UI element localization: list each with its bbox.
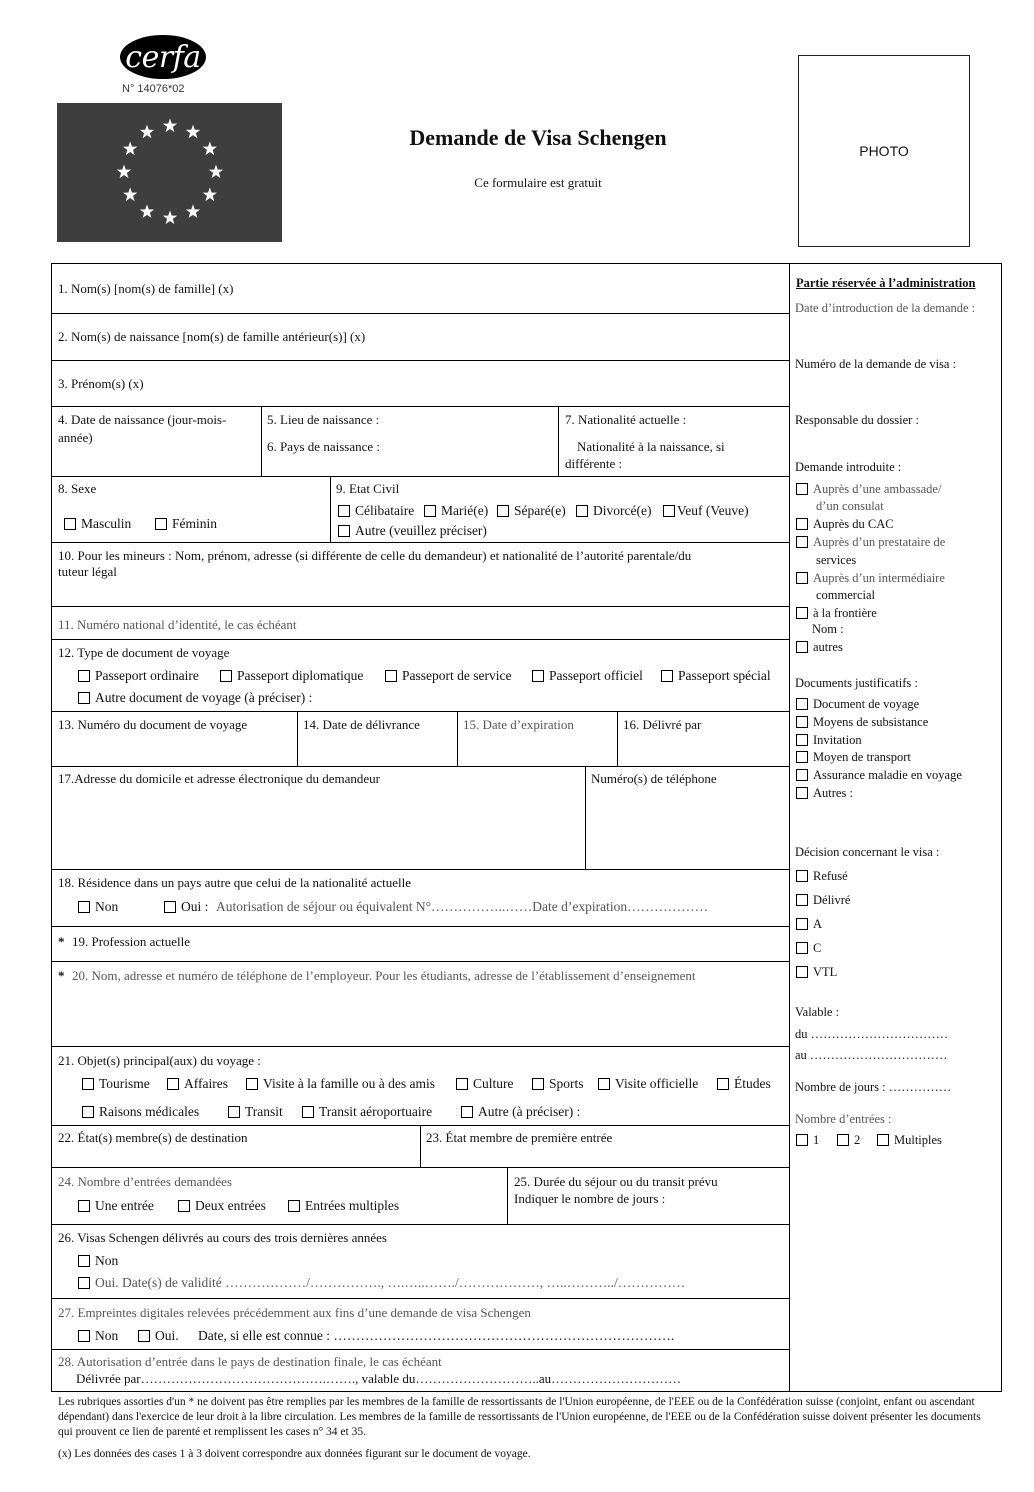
field-7-birth-label: Nationalité à la naissance, si: [577, 439, 725, 454]
row-divider: [51, 313, 789, 314]
checkbox-visite-officielle[interactable]: Visite officielle: [598, 1075, 698, 1093]
checkbox-box[interactable]: [663, 505, 675, 517]
admin-valable-au: au ……………………………: [795, 1048, 948, 1062]
form-subtitle: Ce formulaire est gratuit: [474, 175, 602, 190]
field-12-label: 12. Type de document de voyage: [58, 645, 230, 660]
checkbox-box[interactable]: [228, 1106, 240, 1118]
admin-checkbox-autres[interactable]: autres: [796, 639, 843, 655]
checkbox-box[interactable]: [796, 641, 808, 653]
field-24-label: 24. Nombre d’entrées demandées: [58, 1174, 232, 1189]
checkbox-box[interactable]: [796, 698, 808, 710]
checkbox-autre-etat-civil[interactable]: Autre (veuillez préciser): [338, 522, 487, 540]
checkbox-celibataire[interactable]: Célibataire: [338, 502, 414, 520]
field-4-label-cont: année): [58, 430, 93, 445]
checkbox-box[interactable]: [338, 505, 350, 517]
field-6-label: 6. Pays de naissance :: [267, 439, 381, 454]
field-22-label: 22. État(s) membre(s) de destination: [58, 1130, 248, 1145]
checkbox-une-entree[interactable]: Une entrée: [78, 1197, 154, 1215]
field-4-label: 4. Date de naissance (jour-mois-: [58, 412, 227, 427]
checkbox-sports[interactable]: Sports: [532, 1075, 584, 1093]
checkbox-box[interactable]: [78, 1277, 90, 1289]
admin-checkbox-doc-autres[interactable]: Autres :: [796, 785, 853, 801]
admin-nb-jours: Nombre de jours : ……………: [795, 1080, 952, 1094]
checkbox-box[interactable]: [796, 716, 808, 728]
checkbox-marie[interactable]: Marié(e): [424, 502, 488, 520]
checkbox-box[interactable]: [796, 918, 808, 930]
checkbox-box[interactable]: [796, 536, 808, 548]
row-divider: [51, 360, 789, 361]
checkbox-residence-non[interactable]: Non: [78, 898, 118, 916]
admin-checkbox-delivre[interactable]: Délivré: [796, 892, 850, 908]
footer-note: Les rubriques assorties d'un * ne doivent pas être remplies par les membres de la famille de ressortissants de l'Union européenne, de l'EEE ou de la Confédération suisse (conjoint, enfant ou ascendant dépendant) dans l'exercice de leur droit à la libre circulation. Les membres de la famille de ressortissants de l'Union européenne, de l'EEE ou de la Confédération suisse doivent présenter les documents qui prouvent ce lien de parenté et remplissent les cases n° 34 et 35.: [58, 1396, 981, 1438]
checkbox-box[interactable]: [178, 1200, 190, 1212]
checkbox-culture[interactable]: Culture: [456, 1075, 514, 1093]
checkbox-visas-oui[interactable]: Oui. Date(s) de validité ………………/……………., ….…..……./………………, …..………../……………: [78, 1274, 685, 1292]
checkbox-box[interactable]: [532, 1078, 544, 1090]
field-18-label: 18. Résidence dans un pays autre que celui de la nationalité actuelle: [58, 875, 412, 890]
field-21-label: 21. Objet(s) principal(aux) du voyage :: [58, 1053, 261, 1068]
field-15-label: 15. Date d’expiration: [463, 717, 574, 732]
checkbox-box[interactable]: [78, 1255, 90, 1267]
admin-checkbox-c[interactable]: C: [796, 940, 821, 956]
checkbox-box[interactable]: [661, 670, 673, 682]
admin-ambassade-cont: d’un consulat: [816, 499, 884, 513]
admin-checkbox-ambassade[interactable]: Auprès d’une ambassade/: [796, 481, 941, 497]
checkbox-affaires[interactable]: Affaires: [167, 1075, 228, 1093]
star-icon: [140, 204, 154, 218]
admin-checkbox-assurance[interactable]: Assurance maladie en voyage: [796, 767, 962, 783]
checkbox-empreintes-non[interactable]: Non: [78, 1327, 118, 1345]
checkbox-box[interactable]: [82, 1078, 94, 1090]
field-25-label: 25. Durée du séjour ou du transit prévu: [514, 1174, 718, 1189]
cell-divider: [457, 711, 458, 766]
admin-decision: Décision concernant le visa :: [795, 845, 940, 859]
row-divider: [51, 1046, 789, 1047]
row-divider: [51, 711, 789, 712]
checkbox-box[interactable]: [78, 901, 90, 913]
checkbox-passeport-officiel[interactable]: Passeport officiel: [532, 667, 643, 685]
checkbox-box[interactable]: [78, 670, 90, 682]
field-17-phone-label: Numéro(s) de téléphone: [591, 771, 717, 786]
checkbox-box[interactable]: [532, 670, 544, 682]
admin-checkbox-transport[interactable]: Moyen de transport: [796, 749, 911, 765]
checkbox-box[interactable]: [302, 1106, 314, 1118]
field-10-label-cont: tuteur légal: [58, 564, 117, 579]
checkbox-visite-famille[interactable]: Visite à la famille ou à des amis: [246, 1075, 435, 1093]
row-divider: [51, 926, 789, 927]
field-26-label: 26. Visas Schengen délivrés au cours des trois dernières années: [58, 1230, 387, 1245]
admin-prestataire-cont: services: [816, 553, 857, 567]
field-25-label-cont: Indiquer le nombre de jours :: [514, 1191, 666, 1206]
cell-divider: [558, 406, 559, 476]
asterisk-marker: *: [58, 968, 65, 983]
checkbox-box[interactable]: [424, 505, 436, 517]
field-8-label: 8. Sexe: [58, 481, 97, 496]
checkbox-box[interactable]: [497, 505, 509, 517]
admin-divider: [789, 263, 790, 1392]
photo-label: PHOTO: [859, 142, 909, 159]
checkbox-box[interactable]: [796, 751, 808, 763]
checkbox-autre-document[interactable]: Autre document de voyage (à préciser) :: [78, 689, 312, 707]
checkbox-box[interactable]: [837, 1134, 849, 1146]
cerfa-number: N° 14076*02: [122, 83, 185, 95]
field-10-label: 10. Pour les mineurs : Nom, prénom, adresse (si différente de celle du demandeur) et nationalité de l’autorité parentale/du: [58, 548, 692, 563]
admin-checkbox-frontiere[interactable]: à la frontière: [796, 605, 877, 621]
admin-title: Partie réservée à l’administration: [796, 276, 976, 290]
admin-checkbox-invitation[interactable]: Invitation: [796, 732, 862, 748]
cerfa-logo: cerfa: [120, 35, 206, 79]
admin-checkbox-moyens[interactable]: Moyens de subsistance: [796, 714, 928, 730]
checkbox-residence-oui[interactable]: Oui :: [164, 898, 208, 916]
star-icon: [203, 188, 217, 202]
photo-box: [798, 55, 970, 247]
admin-checkbox-refuse[interactable]: Refusé: [796, 868, 848, 884]
row-divider: [51, 869, 789, 870]
field-23-label: 23. État membre de première entrée: [426, 1130, 613, 1145]
star-icon: [186, 125, 200, 139]
checkbox-box[interactable]: [796, 483, 808, 495]
checkbox-box[interactable]: [64, 518, 76, 530]
checkbox-entrees-multiples[interactable]: Entrées multiples: [288, 1197, 399, 1215]
checkbox-passeport-diplomatique[interactable]: Passeport diplomatique: [220, 667, 363, 685]
checkbox-box[interactable]: [82, 1106, 94, 1118]
admin-checkbox-cac[interactable]: Auprès du CAC: [796, 516, 894, 532]
field-19-label: 19. Profession actuelle: [72, 934, 191, 949]
checkbox-box[interactable]: [78, 1330, 90, 1342]
checkbox-box[interactable]: [796, 518, 808, 530]
footer-note-x: (x) Les données des cases 1 à 3 doivent correspondre aux données figurant sur le document de voyage.: [58, 1448, 531, 1460]
row-divider: [51, 766, 789, 767]
admin-checkbox-a[interactable]: A: [796, 916, 822, 932]
row-divider: [51, 606, 789, 607]
star-icon: [163, 211, 177, 225]
eu-flag-icon: [57, 103, 282, 242]
admin-checkbox-intermediaire[interactable]: Auprès d’un intermédiaire: [796, 570, 945, 586]
field-18-detail: Autorisation de séjour ou équivalent N°……………..……Date d’expiration………………: [216, 899, 709, 914]
checkbox-box[interactable]: [796, 894, 808, 906]
asterisk-marker: *: [58, 934, 65, 949]
admin-valable: Valable :: [795, 1005, 840, 1019]
checkbox-feminin[interactable]: Féminin: [155, 515, 217, 533]
admin-intermediaire-cont: commercial: [816, 588, 875, 602]
checkbox-box[interactable]: [78, 1200, 90, 1212]
cell-divider: [297, 711, 298, 766]
star-icon: [209, 165, 223, 179]
field-5-label: 5. Lieu de naissance :: [267, 412, 380, 427]
checkbox-box[interactable]: [220, 670, 232, 682]
checkbox-passeport-service[interactable]: Passeport de service: [385, 667, 511, 685]
row-divider: [51, 1167, 789, 1168]
cell-divider: [420, 1125, 421, 1167]
field-27-date: Date, si elle est connue : ………………………………………………………………….: [198, 1328, 675, 1343]
admin-documents: Documents justificatifs :: [795, 676, 918, 690]
checkbox-passeport-special[interactable]: Passeport spécial: [661, 667, 771, 685]
admin-numero: Numéro de la demande de visa :: [795, 357, 957, 371]
field-16-label: 16. Délivré par: [623, 717, 702, 732]
star-icon: [203, 142, 217, 156]
row-divider: [51, 1349, 789, 1350]
checkbox-box[interactable]: [598, 1078, 610, 1090]
cell-divider: [261, 406, 262, 476]
checkbox-autre-objet[interactable]: Autre (à préciser) :: [461, 1103, 580, 1121]
checkbox-box[interactable]: [338, 525, 350, 537]
admin-responsable: Responsable du dossier :: [795, 413, 919, 427]
checkbox-box[interactable]: [461, 1106, 473, 1118]
checkbox-visas-non[interactable]: Non: [78, 1252, 118, 1270]
checkbox-box[interactable]: [155, 518, 167, 530]
checkbox-box[interactable]: [796, 769, 808, 781]
checkbox-box[interactable]: [385, 670, 397, 682]
checkbox-masculin[interactable]: Masculin: [64, 515, 131, 533]
checkbox-box[interactable]: [78, 692, 90, 704]
row-divider: [51, 406, 789, 407]
field-1-label: 1. Nom(s) [nom(s) de famille] (x): [58, 281, 234, 296]
checkbox-box[interactable]: [164, 901, 176, 913]
field-9-label: 9. Etat Civil: [336, 481, 400, 496]
row-divider: [51, 961, 789, 962]
admin-checkbox-doc-voyage[interactable]: Document de voyage: [796, 696, 919, 712]
checkbox-veuf[interactable]: Veuf (Veuve): [663, 502, 749, 520]
checkbox-transit[interactable]: Transit: [228, 1103, 283, 1121]
checkbox-box[interactable]: [288, 1200, 300, 1212]
checkbox-divorce[interactable]: Divorcé(e): [576, 502, 651, 520]
admin-nb-entrees: Nombre d’entrées :: [795, 1112, 892, 1126]
admin-date-intro: Date d’introduction de la demande :: [795, 301, 976, 315]
field-7-label: 7. Nationalité actuelle :: [565, 412, 687, 427]
row-divider: [51, 1224, 789, 1225]
admin-checkbox-entree-1[interactable]: 1: [796, 1132, 819, 1148]
admin-checkbox-prestataire[interactable]: Auprès d’un prestataire de: [796, 534, 945, 550]
star-icon: [123, 188, 137, 202]
checkbox-box[interactable]: [167, 1078, 179, 1090]
checkbox-box[interactable]: [456, 1078, 468, 1090]
row-divider: [51, 476, 789, 477]
checkbox-transit-aeroportuaire[interactable]: Transit aéroportuaire: [302, 1103, 432, 1121]
cell-divider: [617, 711, 618, 766]
form-title: Demande de Visa Schengen: [409, 125, 667, 150]
field-2-label: 2. Nom(s) de naissance [nom(s) de famille antérieur(s)] (x): [58, 329, 366, 344]
star-icon: [140, 125, 154, 139]
checkbox-separe[interactable]: Séparé(e): [497, 502, 566, 520]
checkbox-box[interactable]: [796, 870, 808, 882]
field-14-label: 14. Date de délivrance: [303, 717, 420, 732]
checkbox-box[interactable]: [877, 1134, 889, 1146]
checkbox-box[interactable]: [796, 572, 808, 584]
checkbox-passeport-ordinaire[interactable]: Passeport ordinaire: [78, 667, 199, 685]
field-11-label: 11. Numéro national d’identité, le cas échéant: [58, 617, 297, 632]
admin-checkbox-vtl[interactable]: VTL: [796, 964, 837, 980]
checkbox-box[interactable]: [576, 505, 588, 517]
row-divider: [51, 542, 789, 543]
admin-valable-du: du ……………………………: [795, 1027, 949, 1041]
eu-stars: [57, 103, 282, 242]
star-icon: [123, 142, 137, 156]
field-7-birth-label-cont: différente :: [565, 456, 623, 471]
cell-divider: [507, 1167, 508, 1224]
checkbox-raisons-medicales[interactable]: Raisons médicales: [82, 1103, 199, 1121]
field-28-detail: Délivrée par…………………………………….……., valable du………………………..au…………………………: [76, 1371, 682, 1386]
checkbox-etudes[interactable]: Études: [717, 1075, 771, 1093]
cell-divider: [585, 766, 586, 869]
row-divider: [51, 639, 789, 640]
checkbox-box[interactable]: [796, 942, 808, 954]
field-20-label: 20. Nom, adresse et numéro de téléphone de l’employeur. Pour les étudiants, adresse de l’établissement d’enseignement: [72, 968, 696, 983]
admin-checkbox-entree-multiples[interactable]: Multiples: [877, 1132, 942, 1148]
field-3-label: 3. Prénom(s) (x): [58, 376, 144, 391]
checkbox-deux-entrees[interactable]: Deux entrées: [178, 1197, 266, 1215]
checkbox-box[interactable]: [796, 1134, 808, 1146]
form-frame: [51, 263, 1002, 1392]
checkbox-box[interactable]: [796, 734, 808, 746]
checkbox-tourisme[interactable]: Tourisme: [82, 1075, 150, 1093]
row-divider: [51, 1298, 789, 1299]
checkbox-box[interactable]: [138, 1330, 150, 1342]
field-13-label: 13. Numéro du document de voyage: [58, 717, 248, 732]
admin-nom: Nom :: [812, 622, 844, 636]
admin-demande-introduite: Demande introduite :: [795, 460, 902, 474]
checkbox-empreintes-oui[interactable]: Oui.: [138, 1327, 179, 1345]
star-icon: [163, 119, 177, 133]
admin-checkbox-entree-2[interactable]: 2: [837, 1132, 860, 1148]
cell-divider: [330, 476, 331, 542]
checkbox-box[interactable]: [796, 966, 808, 978]
checkbox-box[interactable]: [796, 787, 808, 799]
star-icon: [117, 165, 131, 179]
checkbox-box[interactable]: [717, 1078, 729, 1090]
field-17-label: 17.Adresse du domicile et adresse électronique du demandeur: [58, 771, 380, 786]
field-28-label: 28. Autorisation d’entrée dans le pays de destination finale, le cas échéant: [58, 1354, 442, 1369]
star-icon: [186, 204, 200, 218]
field-27-label: 27. Empreintes digitales relevées précédemment aux fins d’une demande de visa Schengen: [58, 1305, 531, 1320]
checkbox-box[interactable]: [246, 1078, 258, 1090]
checkbox-box[interactable]: [796, 607, 808, 619]
